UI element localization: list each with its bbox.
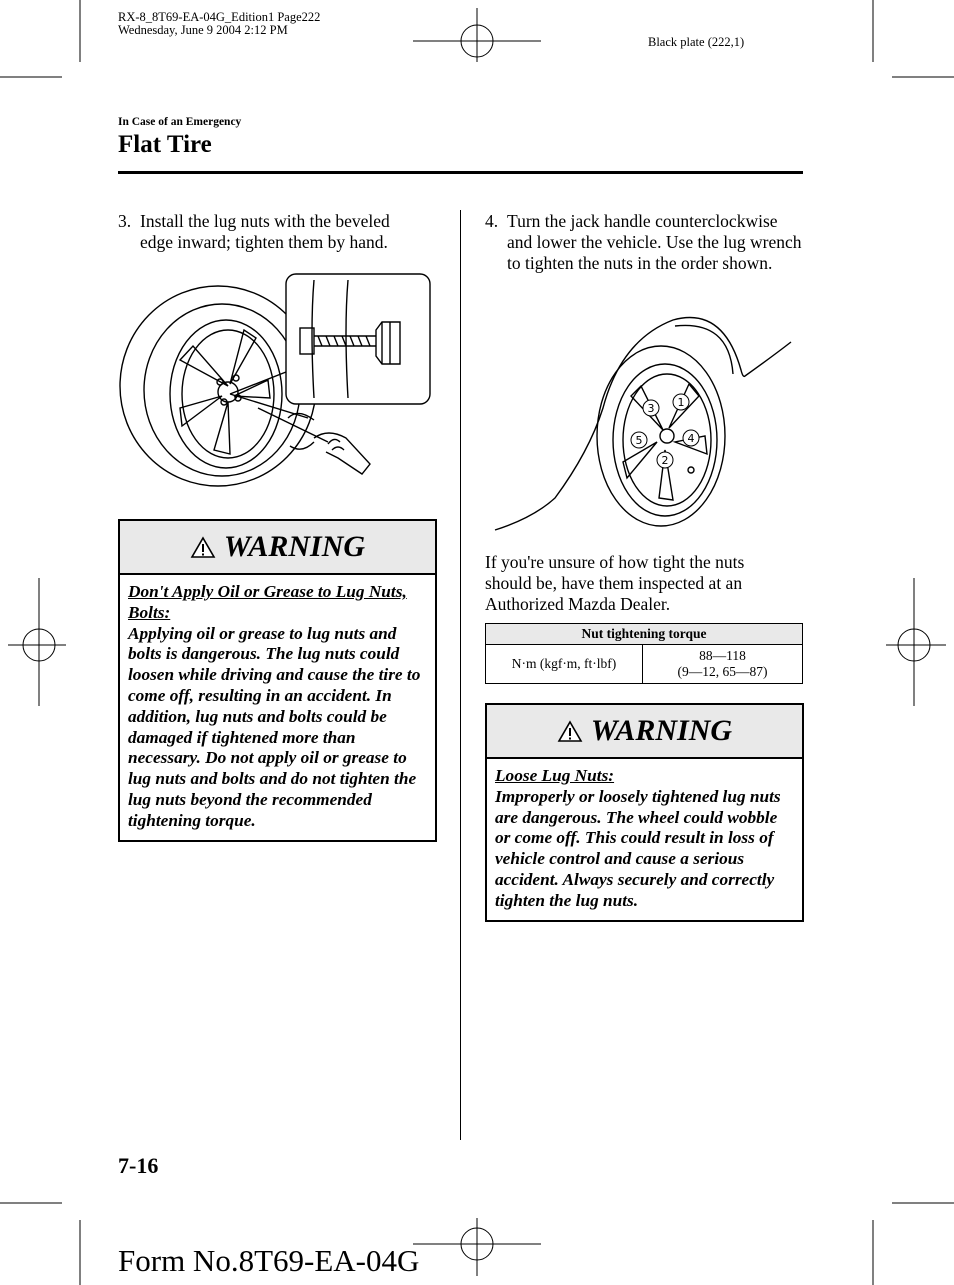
step-number: 4. (485, 211, 499, 231)
warning-header (487, 705, 802, 759)
nut-order-4: 4 (687, 432, 695, 445)
nut-order-1: 1 (677, 396, 685, 409)
step-number: 3. (118, 211, 132, 231)
page-title: Flat Tire (118, 131, 212, 158)
torque-unit: N·m (kgf·m, ft·lbf) (486, 645, 643, 684)
step-text: Turn the jack handle counterclockwise and lower the vehicle. Use the lug wrench to tighten the nuts in the order shown. (507, 211, 802, 273)
warning-heading: Loose Lug Nuts: (495, 766, 615, 785)
warning-heading: Don't Apply Oil or Grease to Lug Nuts, Bolts: (128, 582, 407, 622)
nut-order-5: 5 (635, 434, 643, 447)
page-number: 7-16 (118, 1153, 159, 1178)
torque-value-nm: 88—118 (699, 648, 746, 663)
wheel-tightening-order-illustration (493, 312, 795, 536)
step-text: Install the lug nuts with the beveled edge inward; tighten them by hand. (140, 211, 390, 252)
file-name: RX-8_8T69-EA-04G_Edition1 Page222 (118, 10, 321, 24)
warning-label: WARNING (590, 714, 733, 747)
torque-table-header: Nut tightening torque (486, 624, 803, 645)
torque-table (485, 623, 803, 684)
section-title: In Case of an Emergency (118, 116, 242, 128)
form-number: Form No.8T69-EA-04G (118, 1243, 420, 1278)
torque-value-kgf-ftlbf: (9—12, 65—87) (677, 664, 768, 679)
plate-label: Black plate (222,1) (648, 35, 745, 49)
inspection-note: If you're unsure of how tight the nuts should be, have them inspected at an Authorized Mazda Dealer. (485, 552, 745, 614)
warning-header (120, 521, 435, 575)
title-rule (118, 171, 803, 174)
warning-box-loose-nuts (485, 703, 804, 922)
warning-text: Improperly or loosely tightened lug nuts are dangerous. The wheel could wobble or come off. This could result in loss of vehicle control and cause a serious accident. Always securely and correctly tighten the lug nuts. (495, 786, 781, 910)
nut-order-3: 3 (647, 402, 655, 415)
torque-value (643, 645, 803, 684)
nut-order-2: 2 (661, 454, 669, 467)
step-3 (118, 211, 418, 253)
file-date: Wednesday, June 9 2004 2:12 PM (118, 23, 288, 37)
warning-triangle-icon (557, 720, 583, 743)
warning-triangle-icon (190, 536, 216, 559)
step-4 (485, 211, 803, 274)
warning-label: WARNING (223, 530, 366, 563)
lug-nut-install-illustration (118, 268, 438, 490)
warning-box-oil (118, 519, 437, 842)
warning-text: Applying oil or grease to lug nuts and bolts is dangerous. The lug nuts could loosen while driving and cause the tire to come off, resulting in an accident. In addition, lug nuts and bolts could be damaged if tightened more than necessary. Do not apply oil or grease to lug nuts and bolts and do not tighten the lug nuts beyond the recommended tightening torque. (128, 623, 421, 830)
column-divider (460, 210, 461, 1140)
